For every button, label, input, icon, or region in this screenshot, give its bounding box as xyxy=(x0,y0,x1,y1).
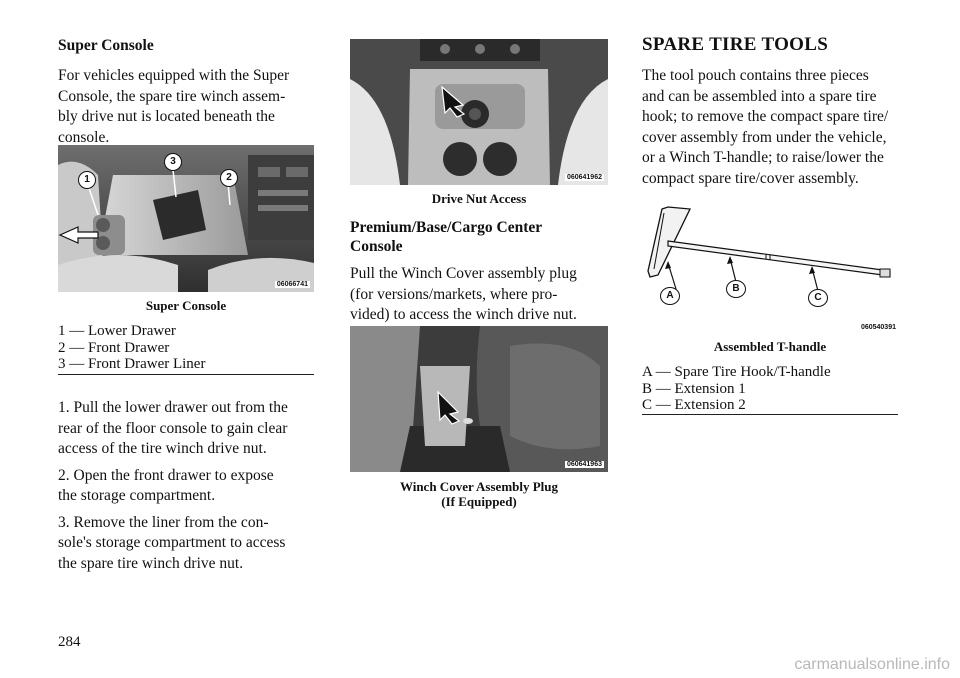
watermark: carmanualsonline.info xyxy=(794,656,950,673)
heading-line: Console xyxy=(350,238,403,255)
caption-line: (If Equipped) xyxy=(441,494,517,509)
figure-caption xyxy=(350,479,608,509)
step-line: the storage compartment. xyxy=(58,487,216,504)
section-title-spare-tire-tools: SPARE TIRE TOOLS xyxy=(642,34,829,55)
body-line: cover assembly from under the vehicle, xyxy=(642,128,887,146)
step-line: 2. Open the front drawer to expose xyxy=(58,466,274,484)
body-line: vided) to access the winch drive nut. xyxy=(350,306,577,323)
step-line: 3. Remove the liner from the con- xyxy=(58,513,269,531)
t-handle-diagram xyxy=(642,205,898,333)
callout-1: 1 xyxy=(78,171,96,189)
body-line: The tool pouch contains three pieces xyxy=(642,67,869,84)
body-line: compact spare tire/cover assembly. xyxy=(642,169,859,187)
drive-nut-access-photo xyxy=(350,39,608,185)
intro-line: For vehicles equipped with the Super xyxy=(58,67,290,84)
heading-line: Premium/Base/Cargo Center xyxy=(350,219,543,236)
step-line: sole's storage compartment to access xyxy=(58,534,286,551)
callout-2: 2 xyxy=(220,169,238,187)
caption-line: Winch Cover Assembly Plug xyxy=(399,479,559,494)
body-line: or a Winch T-handle; to raise/lower the xyxy=(642,149,884,166)
intro-line: console. xyxy=(58,128,110,146)
figure-caption: Drive Nut Access xyxy=(431,191,527,206)
legend-item: 3 — Front Drawer Liner xyxy=(58,356,206,372)
legend-list xyxy=(642,364,898,414)
step-line: access of the tire winch drive nut. xyxy=(58,440,267,457)
legend-item: A — Spare Tire Hook/T-handle xyxy=(642,364,831,380)
figure-caption: Assembled T-handle xyxy=(713,339,827,354)
step-line: 1. Pull the lower drawer out from the xyxy=(58,399,288,416)
body-line: and can be assembled into a spare tire xyxy=(642,87,877,105)
center-console-body xyxy=(350,264,608,326)
spare-tire-tools-body xyxy=(642,66,898,189)
super-console-intro xyxy=(58,66,314,148)
section-heading-super-console: Super Console xyxy=(58,37,154,54)
steps xyxy=(58,398,314,574)
body-line: (for versions/markets, where pro- xyxy=(350,285,558,303)
legend-item: 1 — Lower Drawer xyxy=(58,323,176,339)
legend-list xyxy=(58,323,314,373)
legend-item: B — Extension 1 xyxy=(642,380,746,397)
step-1 xyxy=(58,398,314,460)
figure-code: 060641963 xyxy=(566,461,602,468)
figure-code: 060641962 xyxy=(566,174,602,181)
body-line: hook; to remove the compact spare tire/ xyxy=(642,108,889,125)
section-heading-center-console xyxy=(350,218,608,256)
divider xyxy=(642,414,898,415)
legend-item: C — Extension 2 xyxy=(642,397,746,413)
divider xyxy=(58,374,314,375)
callout-b: B xyxy=(726,280,746,298)
step-line: rear of the floor console to gain clear xyxy=(58,419,288,437)
callout-3: 3 xyxy=(164,153,182,171)
body-line: Pull the Winch Cover assembly plug xyxy=(350,265,577,282)
step-line: the spare tire winch drive nut. xyxy=(58,554,244,572)
intro-line: Console, the spare tire winch assem- xyxy=(58,87,286,105)
figure-code: 060540391 xyxy=(860,324,896,331)
step-3 xyxy=(58,513,314,575)
figure-caption: Super Console xyxy=(145,298,227,313)
callout-c: C xyxy=(808,289,828,307)
intro-line: bly drive nut is located beneath the xyxy=(58,108,275,125)
callout-a: A xyxy=(660,287,680,305)
step-2 xyxy=(58,466,314,507)
super-console-photo xyxy=(58,145,314,292)
winch-cover-plug-photo xyxy=(350,326,608,472)
legend-item: 2 — Front Drawer xyxy=(58,339,170,356)
figure-code: 06066741 xyxy=(276,281,308,288)
page-number: 284 xyxy=(58,634,81,650)
